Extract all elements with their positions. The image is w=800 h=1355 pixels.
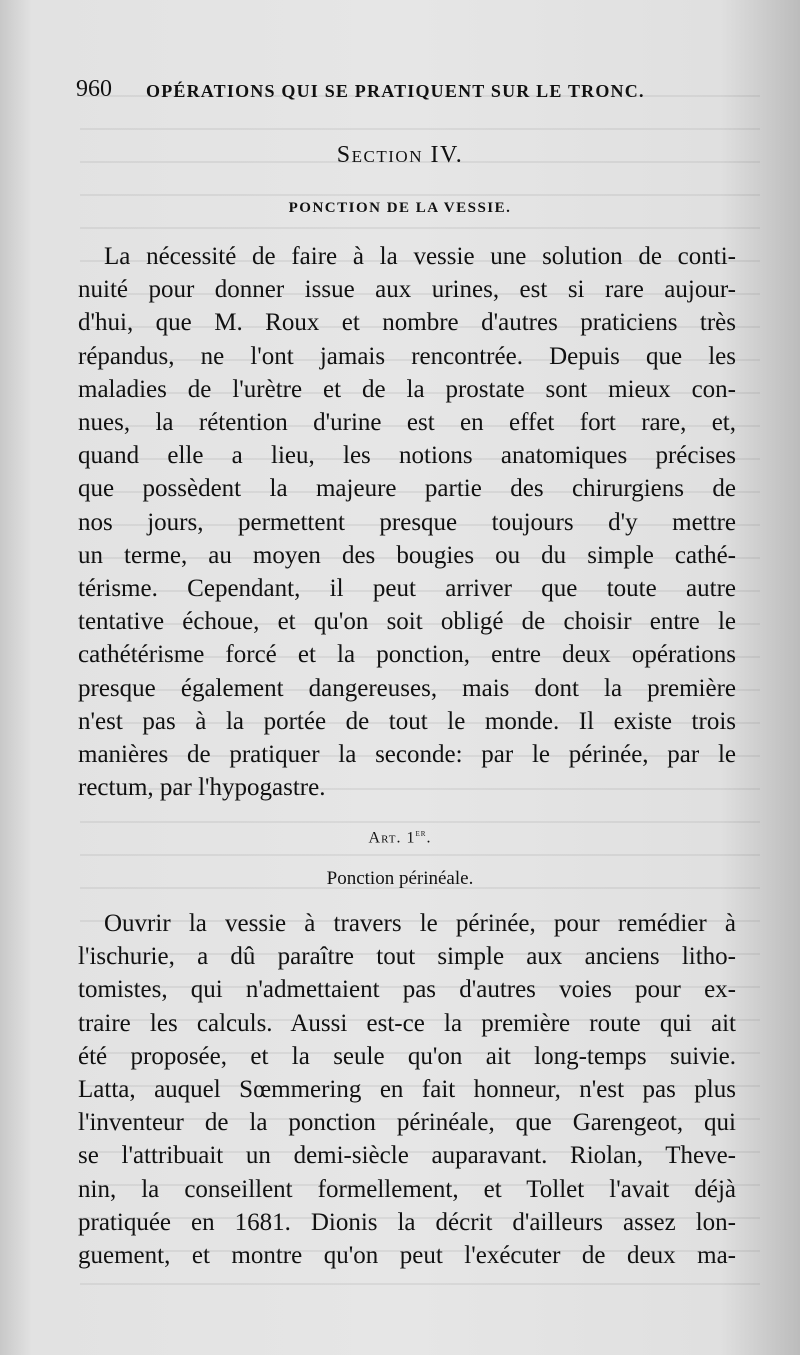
text-line: été proposée, et la seule qu'on ait long-temps suivie. (78, 1042, 736, 1070)
text-line: l'ischurie, a dû paraître tout simple aux anciens litho- (78, 943, 736, 971)
text-line: Latta, auquel Sœmmering en fait honneur, n'est pas plus (78, 1076, 736, 1104)
text-line: répandus, ne l'ont jamais rencontrée. Depuis que les (78, 342, 736, 370)
text-line: nin, la conseillent formellement, et Tollet l'avait déjà (78, 1175, 736, 1203)
article-label: Art. 1 (368, 829, 416, 847)
page-number: 960 (76, 76, 112, 102)
paragraph-1 (78, 240, 736, 804)
text-line: nues, la rétention d'urine est en effet fort rare, et, (78, 409, 736, 437)
text-line: un terme, au moyen des bougies ou du simple cathé- (78, 541, 736, 569)
running-head: OPÉRATIONS QUI SE PRATIQUENT SUR LE TRONC. (146, 81, 645, 101)
text-line: l'inventeur de la ponction périnéale, que Garengeot, qui (78, 1109, 736, 1137)
text-line: presque également dangereuses, mais dont la première (78, 674, 736, 702)
text-line: quand elle a lieu, les notions anatomiques précises (78, 442, 736, 470)
text-line: maladies de l'urètre et de la prostate sont mieux con- (78, 375, 736, 403)
text-line: n'est pas à la portée de tout le monde. Il existe trois (78, 707, 736, 735)
text-line: Ouvrir la vessie à travers le périnée, pour remédier à (104, 910, 736, 937)
text-line: d'hui, que M. Roux et nombre d'autres praticiens très (78, 309, 736, 337)
text-line: traire les calculs. Aussi est-ce la première route qui ait (78, 1009, 736, 1037)
text-line: rectum, par l'hypogastre. (78, 774, 326, 802)
text-line: La nécessité de faire à la vessie une solution de conti- (104, 243, 736, 270)
text-line: guement, et montre qu'on peut l'exécuter de deux ma- (78, 1242, 736, 1270)
section-subtitle: PONCTION DE LA VESSIE. (288, 200, 512, 216)
article-title (0, 828, 800, 847)
text-line: nuité pour donner issue aux urines, est si rare aujour- (78, 276, 736, 304)
page-header (76, 76, 696, 106)
text-line: que possèdent la majeure partie des chirurgiens de (78, 475, 736, 503)
paragraph-2 (78, 907, 736, 1272)
text-line: tomistes, qui n'admettaient pas d'autres voies pour ex- (78, 976, 736, 1004)
article-superscript: er (415, 828, 427, 839)
text-line: tentative échoue, et qu'on soit obligé de choisir entre le (78, 608, 736, 636)
text-line: cathétérisme forcé et la ponction, entre deux opérations (78, 641, 736, 669)
text-line: pratiquée en 1681. Dionis la décrit d'ailleurs assez lon- (78, 1208, 736, 1236)
section-title: Section IV. (336, 142, 464, 168)
text-line: nos jours, permettent presque toujours d'y mettre (78, 508, 736, 536)
article-subtitle: Ponction périnéale. (326, 868, 474, 889)
article-period: . (426, 829, 432, 847)
text-line: térisme. Cependant, il peut arriver que toute autre (78, 575, 736, 603)
text-line: manières de pratiquer la seconde: par le périnée, par le (78, 741, 736, 769)
text-line: se l'attribuait un demi-siècle auparavant. Riolan, Theve- (78, 1142, 736, 1170)
